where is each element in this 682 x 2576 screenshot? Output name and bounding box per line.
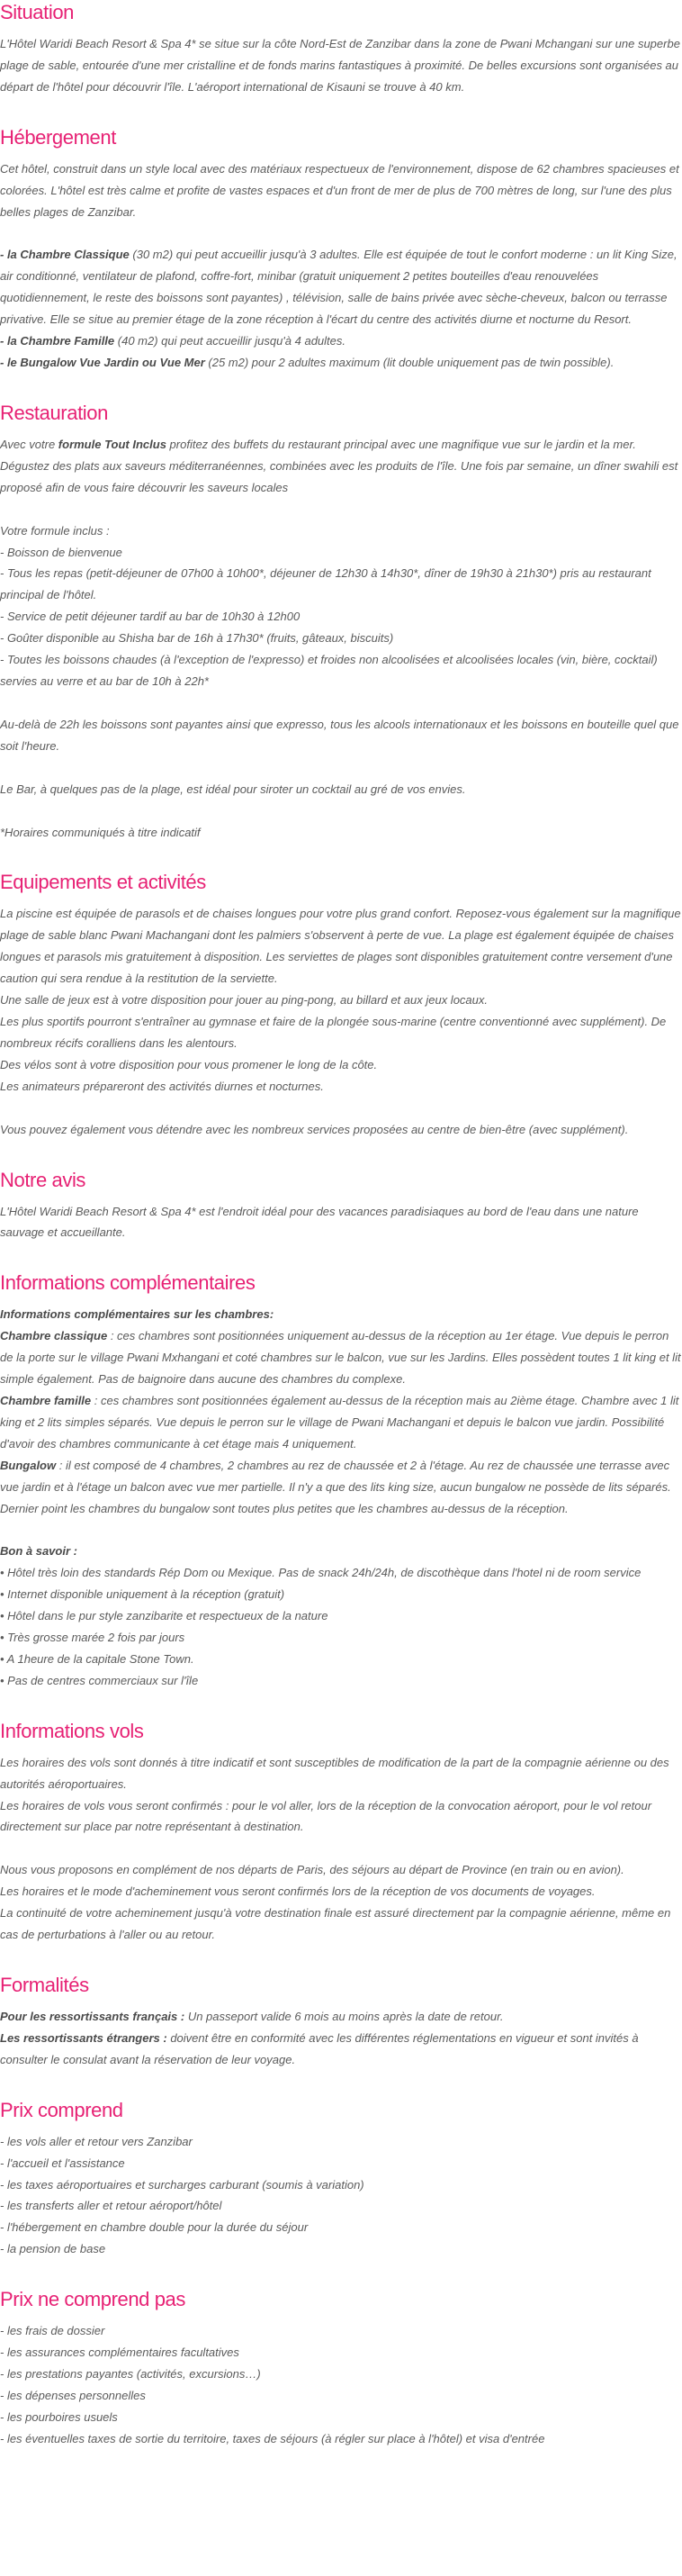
section-complementaires [0,1270,682,1691]
complementaires-classique-text: : ces chambres sont positionnées uniquement au-dessus de la réception au 1er étage. Vue depuis le perron de la porte sur le village Pwani Mxhangani et coté chambres sur le balcon, vue sur les Jardins. Elles possèdent toutes 1 lit king et lit simple également. Pas de baignoire dans aucune des chambres du complexe. [0,1329,681,1387]
complementaires-classique-label: Chambre classique [0,1329,108,1343]
list-item: - la pension de base [0,2242,106,2256]
complementaires-famille [0,1390,682,1455]
complementaires-bungalow-text: : il est composé de 4 chambres, 2 chambres au rez de chaussée et 2 à l'étage. Au rez de chaussée une terrasse avec vue jardin et à l'étage un balcon avec vue mer partielle. Il n'y a que des lits king size, aucun bungalow ne possède de lits séparés. [0,1458,671,1494]
section-avis [0,1168,682,1244]
complementaires-last: Dernier point les chambres du bungalow sont toutes plus petites que les chambres au-dessus de la réception. [0,1501,569,1515]
list-item: - les dépenses personnelles [0,2388,146,2402]
hebergement-bungalow [0,352,682,374]
bon-a-savoir-title [0,1541,682,1562]
list-item: - Boisson de bienvenue [0,545,122,559]
hebergement-famille-label: - la Chambre Famille [0,334,115,348]
section-title-restauration: Restauration [0,401,108,424]
complementaires-subtitle [0,1304,682,1325]
section-equipements [0,870,682,1140]
list-item: - les assurances complémentaires facultatives [0,2346,239,2360]
avis-text: L'Hôtel Waridi Beach Resort & Spa 4* est l'endroit idéal pour des vacances paradisiaques au bord de l'eau dans une nature sauvage et accueillante. [0,1204,639,1240]
restauration-formule-title: Votre formule inclus : [0,523,110,538]
vols-p3: Nous vous proposons en complément de nos départs de Paris, des séjours au départ de Province (en train ou en avion). [0,1863,624,1877]
bon-a-savoir-title-text: Bon à savoir : [0,1544,77,1559]
complementaires-subtitle-text: Informations complémentaires sur les chambres: [0,1307,274,1322]
formalites-etrangers [0,2028,682,2071]
list-item: • Internet disponible uniquement à la réception (gratuit) [0,1587,285,1602]
equipements-p1: La piscine est équipée de parasols et de chaises longues pour votre plus grand confort. Reposez-vous également sur la magnifique plage de sable blanc Pwani Machangani dont les palmiers s'observent à perte de vue. La plage est également équipée de chaises longues et parasols mis gratuitement à disposition. Les serviettes de plages sont disponibles gratuitement contre versement d'une caution qui sera rendue à la restitution de la serviette. [0,907,681,986]
complementaires-famille-text: : ces chambres sont positionnées également au-dessus de la réception mais au 2ième étage. Chambre avec 1 lit king et 2 lits simples séparés. Vue depuis le perron sur le village de Pwani Machangani et depuis le balcon vue jardin. Possibilité d'avoir des chambres communicante à cet étage mais 4 uniquement. [0,1393,679,1451]
section-title-formalites: Formalités [0,1974,89,1996]
hebergement-famille-text: (40 m2) qui peut accueillir jusqu'à 4 adultes. [114,334,346,348]
section-title-hebergement: Hébergement [0,125,116,149]
complementaires-bungalow [0,1455,682,1498]
section-restauration [0,401,682,844]
list-item: - Goûter disponible au Shisha bar de 16h à 17h30* (fruits, gâteaux, biscuits) [0,631,394,646]
vols-p5: La continuité de votre acheminement jusqu'à votre destination finale est assuré directement par la compagnie aérienne, même en cas de perturbations à l'aller ou au retour. [0,1906,671,1942]
list-item: - Toutes les boissons chaudes (à l'exception de l'expresso) et froides non alcoolisées et alcoolisées locales (vin, bière, cocktail) servies au verre et au bar de 10h à 22h* [0,653,658,688]
restauration-intro-a: Avec votre [0,437,58,451]
section-title-complementaires: Informations complémentaires [0,1271,256,1295]
hebergement-bungalow-label: - le Bungalow Vue Jardin ou Vue Mer [0,355,205,369]
formalites-francais-label: Pour les ressortissants français : [0,2010,185,2023]
list-item: - l'hébergement en chambre double pour la durée du séjour [0,2220,309,2235]
list-item: - les taxes aéroportuaires et surcharges carburant (soumis à variation) [0,2177,364,2192]
list-item: • Hôtel très loin des standards Rép Dom ou Mexique. Pas de snack 24h/24h, de discothèque dans l'hotel ni de room service [0,1566,642,1580]
hebergement-classique [0,244,682,330]
section-situation [0,0,682,98]
list-item: - les pourboires usuels [0,2409,118,2424]
list-item: • Pas de centres commerciaux sur l'île [0,1673,199,1687]
list-item: • Hôtel dans le pur style zanzibarite et respectueux de la nature [0,1609,328,1623]
list-item: - Service de petit déjeuner tardif au bar de 10h30 à 12h00 [0,610,301,624]
restauration-after22: Au-delà de 22h les boissons sont payantes ainsi que expresso, tous les alcools internationaux et les boissons en bouteille quel que soit l'heure. [0,717,679,753]
restauration-intro-b: profitez des buffets du restaurant principal avec une magnifique vue sur le jardin et la mer. Dégustez des plats aux saveurs méditerranéennes, combinées avec les produits de l'île. Une fois par semaine, un dîner swahili est proposé afin de vous faire découvrir les saveurs locales [0,437,678,494]
section-hebergement [0,125,682,374]
section-title-situation: Situation [0,1,75,23]
formalites-francais [0,2006,682,2028]
section-title-prix-comprend: Prix comprend [0,2098,123,2121]
list-item: - l'accueil et l'assistance [0,2156,125,2170]
restauration-note: *Horaires communiqués à titre indicatif [0,825,201,839]
section-formalites [0,1973,682,2071]
equipements-p3: Les plus sportifs pourront s'entraîner au gymnase et faire de la plongée sous-marine (centre conventionné avec supplément). De nombreux récifs coralliens dans les alentours. [0,1015,667,1050]
list-item: • A 1heure de la capitale Stone Town. [0,1651,194,1666]
list-item: - les éventuelles taxes de sortie du territoire, taxes de séjours (à régler sur place à l'hôtel) et visa d'entrée [0,2431,545,2445]
hebergement-classique-text: (30 m2) qui peut accueillir jusqu'à 3 adultes. Elle est équipée de tout le confort moderne : un lit King Size, air conditionné, ventilateur de plafond, coffre-fort, minibar (gratuit uniquement 2 petites bouteilles d'eau renouvelées quotidiennement, le reste des boissons sont payantes) , télévision, salle de bains privée avec sèche-cheveux, balcon ou terrasse privative. Elle se situe au premier étage de la zone réception à l'écart du centre des activités diurne et nocturne du Resort. [0,248,678,327]
complementaires-classique [0,1325,682,1390]
list-item: - les prestations payantes (activités, excursions…) [0,2366,261,2381]
vols-p1: Les horaires des vols sont donnés à titre indicatif et sont susceptibles de modification de la part de la compagnie aérienne ou des autorités aéroportuaires. [0,1755,669,1791]
formalites-etrangers-label: Les ressortissants étrangers : [0,2030,167,2045]
hebergement-classique-label: - la Chambre Classique [0,248,130,262]
restauration-intro-bold: formule Tout Inclus [58,437,166,451]
hebergement-bungalow-text: (25 m2) pour 2 adultes maximum (lit double uniquement pas de twin possible). [204,355,615,369]
list-item: - les transferts aller et retour aéroport/hôtel [0,2199,222,2213]
hebergement-famille [0,330,682,352]
section-vols [0,1719,682,1946]
section-title-vols: Informations vols [0,1719,144,1742]
section-title-prix-ne-comprend: Prix ne comprend pas [0,2288,185,2311]
section-title-equipements: Equipements et activités [0,871,206,894]
complementaires-famille-label: Chambre famille [0,1393,92,1407]
equipements-p4: Des vélos sont à votre disposition pour vous promener le long de la côte. [0,1057,378,1071]
vols-p2: Les horaires de vols vous seront confirmés : pour le vol aller, lors de la réception de la convocation aéroport, pour le vol retour directement sur place par notre représentant à destination. [0,1798,652,1834]
list-item: • Très grosse marée 2 fois par jours [0,1631,185,1645]
section-title-avis: Notre avis [0,1168,86,1191]
restauration-bar: Le Bar, à quelques pas de la plage, est idéal pour siroter un cocktail au gré de vos envies. [0,782,466,796]
equipements-p5: Les animateurs prépareront des activités diurnes et nocturnes. [0,1079,324,1093]
restauration-intro [0,434,682,499]
list-item: - les vols aller et retour vers Zanzibar [0,2134,193,2148]
hebergement-intro: Cet hôtel, construit dans un style local avec des matériaux respectueux de l'environnement, dispose de 62 chambres spacieuses et colorées. L'hôtel est très calme et profite de vastes espaces et d'un front de mer de plus de 700 mètres de long, sur l'une des plus belles plages de Zanzibar. [0,161,679,219]
list-item: - Tous les repas (petit-déjeuner de 07h00 à 10h00*, déjeuner de 12h30 à 14h30*, dîner de 19h30 à 21h30*) pris au restaurant principal de l'hôtel. [0,566,651,602]
equipements-p6: Vous pouvez également vous détendre avec les nombreux services proposées au centre de bien-être (avec supplément). [0,1122,629,1136]
formalites-francais-text: Un passeport valide 6 mois au moins après la date de retour. [184,2010,504,2023]
equipements-p2: Une salle de jeux est à votre disposition pour jouer au ping-pong, au billard et aux jeux locaux. [0,993,489,1008]
complementaires-bungalow-label: Bungalow [0,1458,57,1472]
list-item: - les frais de dossier [0,2324,105,2338]
section-prix-ne-comprend [0,2287,682,2449]
formalites-etrangers-text: doivent être en conformité avec les différentes réglementations en vigueur et sont invités à consulter le consulat avant la réservation de leur voyage. [0,2030,639,2066]
vols-p4: Les horaires et le mode d'acheminement vous seront confirmés lors de la réception de vos documents de voyages. [0,1885,596,1899]
situation-text: L'Hôtel Waridi Beach Resort & Spa 4* se situe sur la côte Nord-Est de Zanzibar dans la zone de Pwani Mchangani sur une superbe plage de sable, entourée d'une mer cristalline et de fonds marins fantastiques à proximité. De belles excursions sont organisées au départ de l'hôtel pour découvrir l'île. L'aéroport international de Kisauni se trouve à 40 km. [0,37,680,94]
section-prix-comprend [0,2098,682,2260]
